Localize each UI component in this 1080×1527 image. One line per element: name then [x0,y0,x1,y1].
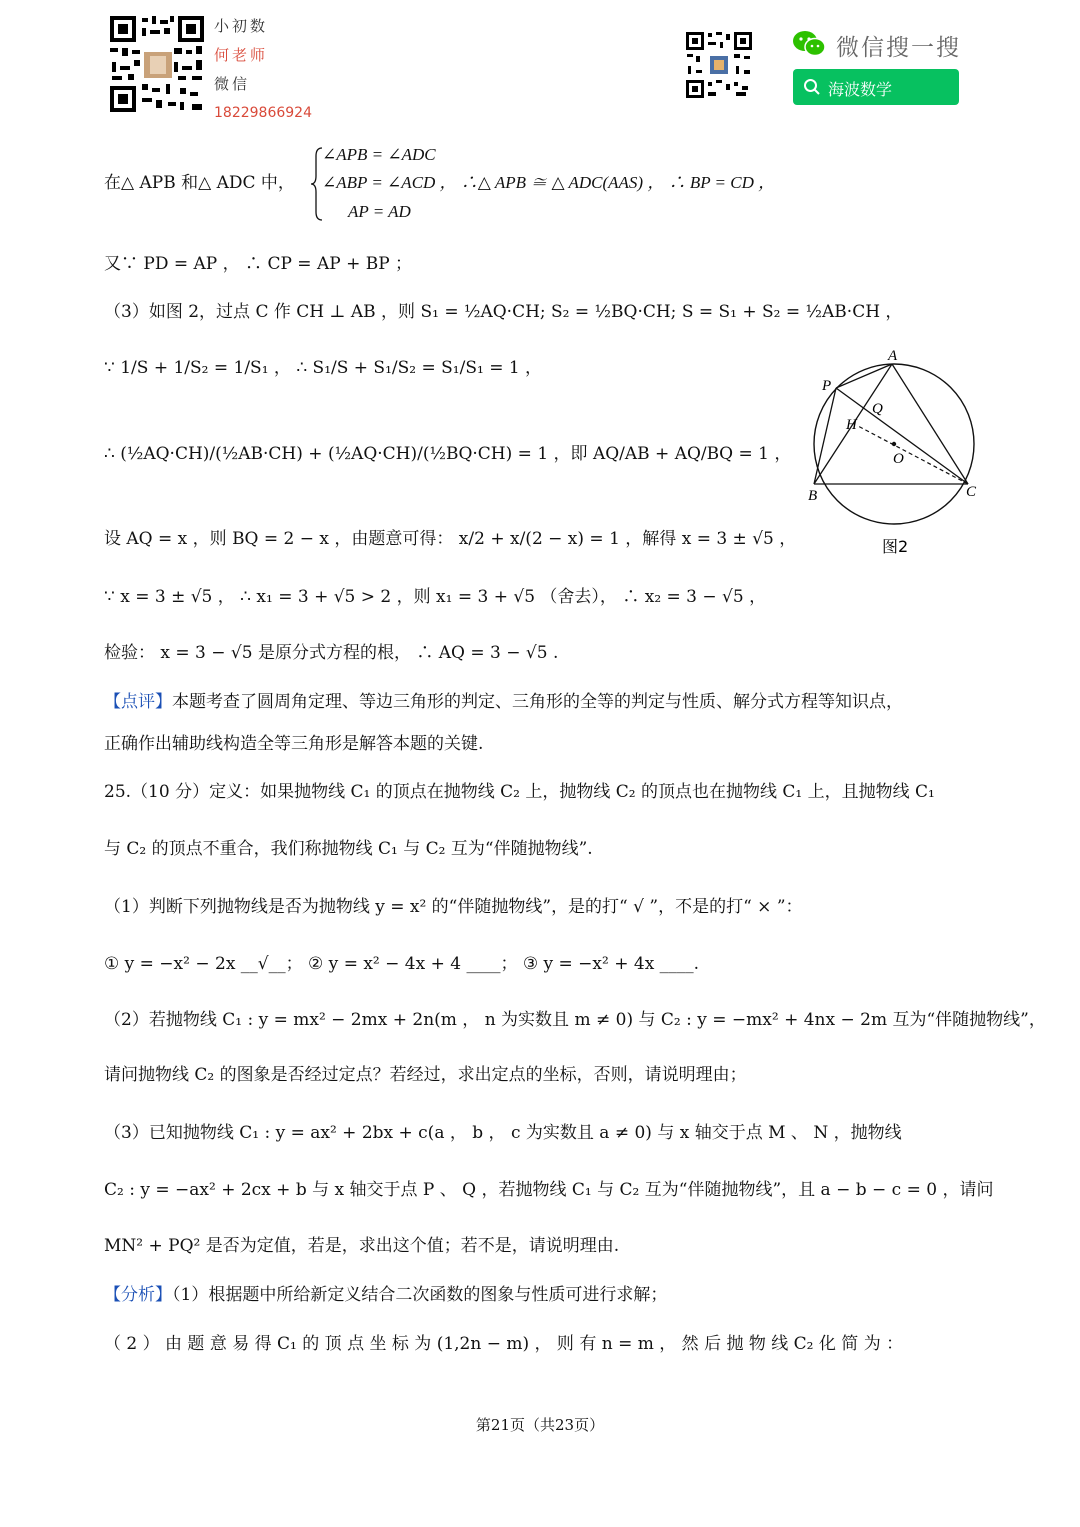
line-setup: 设 AQ = x ，则 BQ = 2 − x ，由题意可得： x/2 + x/(2 − x) = 1 ，解得 x = 3 ± √5 ， [104,529,797,549]
label-P: P [822,378,832,394]
search-button-label: 海波数学 [828,80,893,99]
analysis-tag: 【分析】 [104,1285,172,1305]
wechat-icon [792,30,826,58]
line-ratio: ∴ (½AQ·CH)/(½AB·CH) + (½AQ·CH)/(½BQ·CH) = 1 ，即 AQ/AB + AQ/BQ = 1 ， [104,444,792,464]
comment-line-1 [104,690,903,714]
contact-block [214,12,312,128]
line-cp: 又∵ PD = AP ， ∴ CP = AP + BP ； [104,254,413,274]
label-O: O [893,451,904,467]
search-button[interactable] [793,69,959,105]
qr-code-right [684,30,754,100]
wechat-search-label: 微信搜一搜 [836,35,961,61]
label-C: C [966,484,977,500]
analysis-text-1: （1）根据题中所给新定义结合二次函数的图象与性质可进行求解； [172,1285,668,1305]
label-H: H [846,417,857,433]
search-icon [803,78,821,96]
p25-line-6: 请问抛物线 C₂ 的图象是否经过定点？若经过，求出定点的坐标，否则，请说明理由； [104,1065,747,1085]
p25-line-8: C₂ : y = −ax² + 2cx + b 与 x 轴交于点 P 、 Q ，若抛物线 C₁ 与 C₂ 互为“伴随抛物线”，且 a − b − c = 0 ，请问 [104,1180,994,1200]
contact-line-1: 小初数 [214,17,269,35]
analysis-line-1 [104,1283,667,1307]
circle-diagram [800,340,990,560]
label-B: B [808,488,818,504]
system-row-2: ∠ABP = ∠ACD ， ∴△ APB ≅ △ ADC(AAS) ， ∴ BP = CD ， [322,173,776,192]
contact-line-2: 何老师 [214,46,269,64]
system-label: 在△ APB 和△ ADC 中， [104,173,295,193]
line-roots: ∵ x = 3 ± √5 ， ∴ x₁ = 3 + √5 > 2 ，则 x₁ = 3 + √5 （舍去）， ∴ x₂ = 3 − √5 ， [104,587,767,607]
line-part3: （3）如图 2，过点 C 作 CH ⊥ AB ，则 S₁ = ½AQ·CH; S₂ = ½BQ·CH; S = S₁ + S₂ = ½AB·CH ， [104,302,903,322]
p25-line-1: 25.（10 分）定义：如果抛物线 C₁ 的顶点在抛物线 C₂ 上，抛物线 C₂ 的顶点也在抛物线 C₁ 上，且抛物线 C₁ [104,782,935,802]
page-footer: 第21页（共23页） [475,1416,605,1434]
p25-line-7: （3）已知抛物线 C₁ : y = ax² + 2bx + c(a ， b ， c 为实数且 a ≠ 0) 与 x 轴交于点 M 、 N ，抛物线 [104,1123,902,1143]
line-reciprocal: ∵ 1/S + 1/S₂ = 1/S₁ ， ∴ S₁/S + S₁/S₂ = S₁/S₁ = 1 ， [104,358,543,378]
comment-text-1: 本题考查了圆周角定理、等边三角形的判定、三角形的全等的判定与性质、解分式方程等知识点， [172,692,903,712]
p25-line-4: ① y = −x² − 2x __√__； ② y = x² − 4x + 4 ____； ③ y = −x² + 4x ____. [104,954,700,974]
system-row-1: ∠APB = ∠ADC [322,145,436,164]
p25-line-5: （2）若抛物线 C₁ : y = mx² − 2mx + 2n(m ， n 为实数且 m ≠ 0) 与 C₂ : y = −mx² + 4nx − 2m 互为“伴随抛物线”， [104,1010,1046,1030]
label-A: A [888,348,898,364]
analysis-line-2: （ 2 ） 由 题 意 易 得 C₁ 的 顶 点 坐 标 为 (1,2n − m) ， 则 有 n = m ， 然 后 抛 物 线 C₂ 化 简 为 ： [104,1334,904,1354]
p25-line-9: MN² + PQ² 是否为定值，若是，求出这个值；若不是，请说明理由. [104,1236,620,1256]
comment-tag: 【点评】 [104,692,172,712]
label-Q: Q [872,401,883,417]
contact-line-3: 微信 [214,75,251,93]
p25-line-2: 与 C₂ 的顶点不重合，我们称抛物线 C₁ 与 C₂ 互为“伴随抛物线”. [104,839,593,859]
qr-code-icon [108,14,206,114]
qr-code-left [108,14,206,114]
comment-line-2: 正确作出辅助线构造全等三角形是解答本题的关键. [104,734,484,754]
figure-2 [800,340,990,560]
line-check: 检验： x = 3 − √5 是原分式方程的根， ∴ AQ = 3 − √5 . [104,643,559,663]
figure-caption: 图2 [882,537,909,556]
contact-phone: 18229866924 [214,105,312,121]
system-row-3: AP = AD [348,202,411,221]
qr-code-icon [684,30,754,100]
p25-line-3: （1）判断下列抛物线是否为抛物线 y = x² 的“伴随抛物线”，是的打“ √ ”，不是的打“ × ”： [104,897,803,917]
